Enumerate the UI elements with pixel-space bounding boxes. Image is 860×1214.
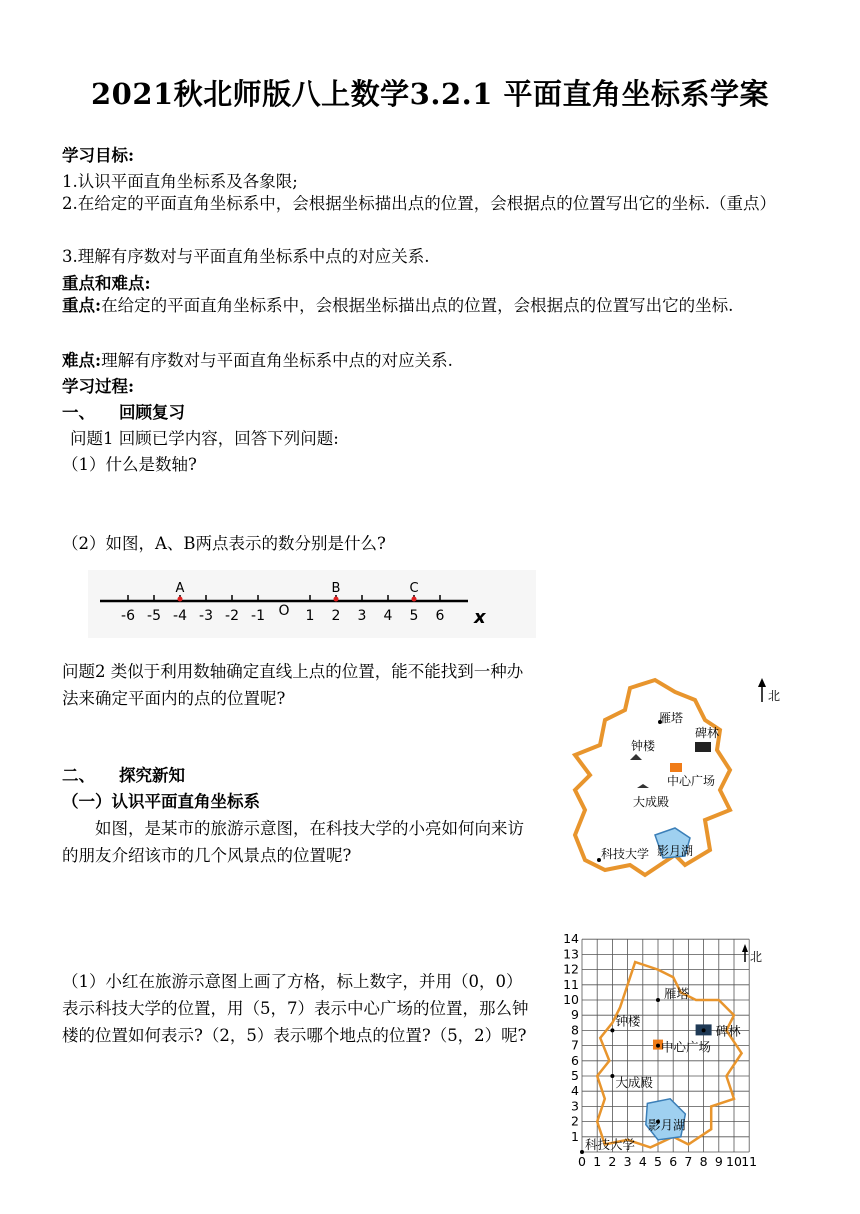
goals-heading: 学习目标: bbox=[62, 146, 135, 165]
question-1: 问题1 回顾已学内容，回答下列问题: bbox=[70, 429, 339, 448]
grid-y-tick: 2 bbox=[571, 1113, 579, 1129]
grid-place-label: 科技大学 bbox=[585, 1137, 636, 1152]
section2-subheading: （一）认识平面直角坐标系 bbox=[62, 792, 260, 811]
grid-place-label: 大成殿 bbox=[615, 1075, 653, 1090]
map-place-plaza: 中心广场 bbox=[667, 774, 716, 788]
grid-x-tick: 9 bbox=[714, 1154, 723, 1169]
page-title: 2021秋北师版八上数学3.2.1 平面直角坐标系学案 bbox=[90, 77, 770, 111]
grid-y-tick: 13 bbox=[563, 946, 579, 962]
section1-heading bbox=[62, 402, 185, 424]
grid-x-tick: 10 bbox=[726, 1154, 742, 1169]
key-point bbox=[62, 292, 802, 319]
difficulty bbox=[62, 350, 453, 372]
grid-y-tick: 11 bbox=[563, 976, 579, 992]
paragraph-grid-question: （1）小红在旅游示意图上画了方格，标上数字，并用（0，0）表示科技大学的位置，用（5，7）表示中心广场的位置，那么钟楼的位置如何表示?（2，5）表示哪个地点的位置?（5，2）呢? bbox=[62, 972, 529, 1045]
grid-x-tick: 3 bbox=[623, 1154, 632, 1169]
keypoints-heading: 重点和难点: bbox=[62, 274, 151, 293]
grid-y-tick: 6 bbox=[571, 1052, 579, 1068]
grid-y-tick: 5 bbox=[571, 1068, 579, 1083]
question-1b: （2）如图，A、B两点表示的数分别是什么? bbox=[62, 534, 386, 553]
grid-x-tick: 4 bbox=[638, 1154, 647, 1169]
goal-item-1: 1.认识平面直角坐标系及各象限; bbox=[62, 172, 298, 191]
number-line-bg bbox=[88, 570, 536, 638]
section1-title: 回顾复习 bbox=[119, 403, 185, 422]
number-line-tick-label: 6 bbox=[435, 608, 445, 624]
grid-y-tick: 9 bbox=[571, 1007, 579, 1023]
grid-x-tick: 1 bbox=[593, 1154, 602, 1169]
grid-x-tick: 11 bbox=[741, 1154, 758, 1169]
number-line-tick-label: 5 bbox=[409, 608, 419, 624]
key-label: 重点: bbox=[62, 296, 102, 315]
grid-x-tick: 7 bbox=[684, 1154, 693, 1169]
map-place-temple: 大成殿 bbox=[633, 795, 670, 809]
grid-y-tick: 14 bbox=[563, 931, 579, 947]
number-line-figure bbox=[88, 570, 536, 638]
grid-place-dot bbox=[656, 998, 660, 1002]
number-line-tick-label: 2 bbox=[331, 608, 341, 624]
number-line-point-c bbox=[412, 597, 417, 602]
goal-item-2: 2.在给定的平面直角坐标系中，会根据坐标描出点的位置，会根据点的位置写出它的坐标.（重点） bbox=[62, 194, 776, 213]
map-place-yanta: 雁塔 bbox=[659, 711, 684, 725]
number-line-tick-label: -5 bbox=[147, 608, 161, 624]
grid-x-tick: 0 bbox=[578, 1154, 586, 1169]
grid-north-label: 北 bbox=[750, 950, 763, 964]
section2-heading bbox=[62, 765, 185, 787]
grid-y-tick: 10 bbox=[563, 992, 579, 1007]
grid-place-label: 碑林 bbox=[715, 1023, 741, 1039]
grid-north-arrow-head bbox=[742, 944, 748, 952]
number-line-tick-label: -6 bbox=[121, 608, 135, 624]
number-line-tick-label: 1 bbox=[305, 608, 315, 624]
key-text: 在给定的平面直角坐标系中，会根据坐标描出点的位置，会根据点的位置写出它的坐标. bbox=[101, 296, 734, 315]
grid-place-dot bbox=[702, 1028, 706, 1032]
question-2: 问题2 类似于利用数轴确定直线上点的位置，能不能找到一种办法来确定平面内的点的位置呢? bbox=[62, 662, 524, 708]
number-line-point-label: C bbox=[409, 581, 419, 596]
grid-x-tick: 5 bbox=[654, 1154, 662, 1169]
grid-place-dot bbox=[610, 1028, 614, 1032]
grid-y-tick: 1 bbox=[571, 1128, 579, 1144]
grid-y-tick: 12 bbox=[563, 961, 579, 977]
difficulty-text: 理解有序数对与平面直角坐标系中点的对应关系. bbox=[101, 351, 453, 370]
number-line-tick-label: -4 bbox=[173, 608, 187, 624]
grid-y-tick: 4 bbox=[571, 1083, 579, 1099]
grid-map-figure bbox=[560, 925, 790, 1175]
grid-place-dot bbox=[610, 1074, 614, 1078]
map-place-university: 科技大学 bbox=[601, 847, 650, 861]
tourist-map-figure bbox=[545, 660, 790, 890]
grid-place-label: 中心广场 bbox=[661, 1039, 712, 1055]
process-heading: 学习过程: bbox=[62, 377, 135, 396]
number-line-tick-label: 3 bbox=[357, 608, 367, 624]
map-place-lake: 影月湖 bbox=[657, 844, 694, 858]
grid-y-tick: 3 bbox=[571, 1098, 579, 1114]
grid-x-tick: 2 bbox=[608, 1154, 617, 1169]
grid-y-tick: 8 bbox=[571, 1022, 579, 1038]
grid-place-dot bbox=[580, 1150, 584, 1154]
map-place-bell-tower: 钟楼 bbox=[631, 739, 656, 753]
grid-place-label: 雁塔 bbox=[664, 986, 690, 1001]
paragraph-map-intro: 如图，是某市的旅游示意图，在科技大学的小亮如何向来访的朋友介绍该市的几个风景点的位置呢? bbox=[62, 819, 524, 865]
number-line-tick-label: -3 bbox=[199, 608, 213, 624]
north-arrow-head bbox=[758, 678, 766, 687]
number-line-point-b bbox=[334, 597, 339, 602]
grid-place-label: 影月湖 bbox=[648, 1117, 686, 1133]
grid-places bbox=[580, 986, 741, 1154]
plaza-marker bbox=[670, 763, 682, 772]
number-line-point-label: A bbox=[175, 581, 185, 596]
grid-place-label: 钟楼 bbox=[615, 1013, 641, 1029]
section2-num: 二、 bbox=[62, 766, 95, 785]
grid-x-tick: 6 bbox=[669, 1154, 678, 1169]
goal-item-3: 3.理解有序数对与平面直角坐标系中点的对应关系. bbox=[62, 247, 430, 266]
map-place-beilin: 碑林 bbox=[695, 726, 720, 740]
number-line-tick-label: O bbox=[278, 603, 290, 619]
grid-place-dot bbox=[656, 1044, 660, 1048]
section2-title: 探究新知 bbox=[119, 766, 185, 785]
number-line-point-label: B bbox=[331, 581, 341, 596]
number-line-point-a bbox=[178, 597, 183, 602]
grid-x-tick: 8 bbox=[699, 1154, 708, 1169]
number-line-x-label: x bbox=[474, 607, 486, 628]
section1-num: 一、 bbox=[62, 403, 95, 422]
beilin-marker bbox=[695, 742, 711, 752]
map-north-label: 北 bbox=[768, 689, 781, 703]
difficulty-label: 难点: bbox=[62, 351, 102, 370]
question-1a: （1）什么是数轴? bbox=[62, 455, 197, 474]
number-line-tick-label: 4 bbox=[383, 608, 393, 624]
number-line-tick-label: -2 bbox=[225, 608, 239, 624]
grid-y-tick: 7 bbox=[571, 1037, 579, 1053]
number-line-tick-label: -1 bbox=[251, 608, 265, 624]
